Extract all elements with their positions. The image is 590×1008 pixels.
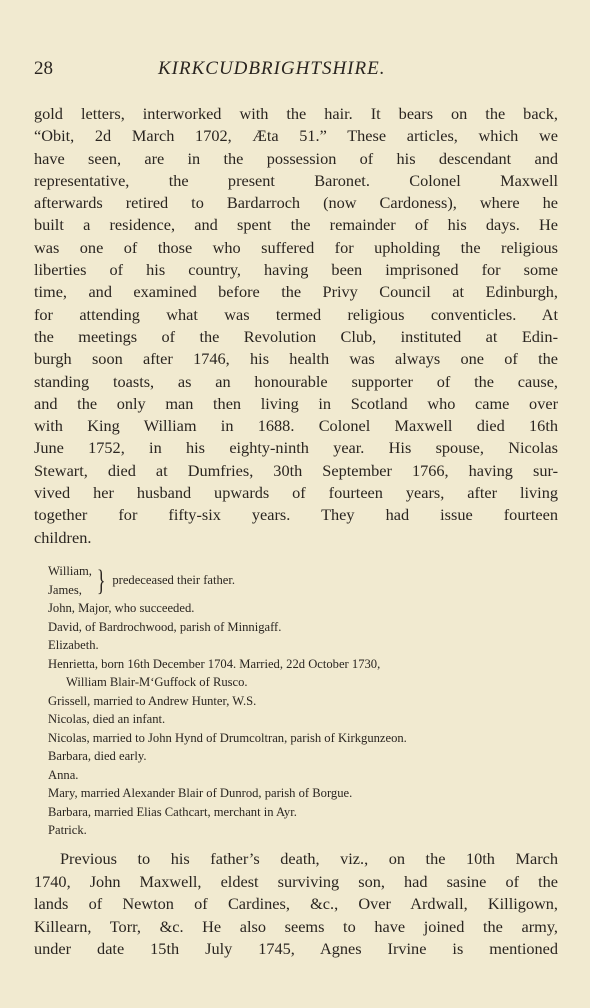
child-entry: Barbara, married Elias Cathcart, merchant in Ayr.: [48, 804, 297, 819]
text-line: Previous to his father’s death, viz., on the 10th March: [60, 849, 558, 868]
bracket-note: predeceased their father.: [112, 573, 236, 588]
text-line: representative, the present Baronet. Colonel Maxwell: [34, 170, 558, 190]
child-entry: John, Major, who succeeded.: [48, 601, 195, 615]
children-list: [48, 562, 568, 840]
running-head: KIRKCUDBRIGHTSHIRE.: [158, 58, 386, 79]
text-line: have seen, are in the possession of his descendant and: [34, 148, 558, 168]
page-number: 28: [34, 58, 53, 79]
paragraph-1: [34, 103, 558, 549]
child-entry: Elizabeth.: [48, 638, 99, 652]
child-entry: Grissell, married to Andrew Hunter, W.S.: [48, 693, 257, 708]
child-entry-continuation: William Blair-M‘Guffock of Rusco.: [66, 675, 248, 689]
text-line: time, and examined before the Privy Council at Edinburgh,: [34, 282, 558, 302]
text-line: children.: [34, 527, 92, 547]
child-entry: Mary, married Alexander Blair of Dunrod, parish of Borgue.: [48, 786, 353, 800]
text-line: for attending what was termed religious conventicles. At: [34, 304, 558, 324]
child-entry: William,: [48, 564, 92, 578]
bracketed-names: [48, 562, 568, 599]
text-line: liberties of his country, having been imprisoned for some: [34, 260, 558, 280]
child-entry: Anna.: [48, 767, 79, 782]
text-line: built a residence, and spent the remainder of his days. He: [34, 215, 558, 235]
text-line: “Obit, 2d March 1702, Æta 51.” These articles, which we: [34, 126, 558, 146]
text-line: under date 15th July 1745, Agnes Irvine is mentioned: [34, 939, 558, 959]
text-line: Killearn, Torr, &c. He also seems to have joined the army,: [34, 916, 558, 936]
child-entry: Nicolas, married to John Hynd of Drumcoltran, parish of Kirkgunzeon.: [48, 730, 407, 745]
text-line: the meetings of the Revolution Club, instituted at Edin-: [34, 326, 558, 346]
paragraph-2: [34, 848, 558, 961]
text-line: with King William in 1688. Colonel Maxwell died 16th: [34, 416, 558, 436]
child-entry: David, of Bardrochwood, parish of Minnigaff.: [48, 619, 282, 634]
text-line: 1740, John Maxwell, eldest surviving son, had sasine of the: [34, 871, 558, 891]
text-line: standing toasts, as an honourable supporter of the cause,: [34, 371, 558, 391]
text-line: was one of those who suffered for upholding the religious: [34, 237, 558, 257]
child-entry: Patrick.: [48, 823, 87, 837]
text-line: Stewart, died at Dumfries, 30th September 1766, having sur-: [34, 460, 558, 480]
child-entry: Nicolas, died an infant.: [48, 712, 166, 726]
text-line: June 1752, in his eighty-ninth year. His spouse, Nicolas: [34, 438, 558, 458]
bracket-name-column: [48, 562, 92, 599]
text-line: burgh soon after 1746, his health was always one of the: [34, 349, 558, 369]
text-line: gold letters, interworked with the hair. It bears on the back,: [34, 104, 558, 123]
text-line: and the only man then living in Scotland who came over: [34, 393, 558, 413]
page-header: [34, 58, 556, 82]
brace-glyph: }: [96, 563, 106, 597]
child-entry: Barbara, died early.: [48, 749, 147, 763]
text-line: vived her husband upwards of fourteen years, after living: [34, 483, 558, 503]
child-entry: Henrietta, born 16th December 1704. Married, 22d October 1730,: [48, 656, 381, 671]
text-line: lands of Newton of Cardines, &c., Over Ardwall, Killigown,: [34, 894, 558, 914]
text-line: together for fifty-six years. They had issue fourteen: [34, 505, 558, 525]
child-entry: James,: [48, 582, 82, 597]
text-line: afterwards retired to Bardarroch (now Cardoness), where he: [34, 193, 558, 213]
